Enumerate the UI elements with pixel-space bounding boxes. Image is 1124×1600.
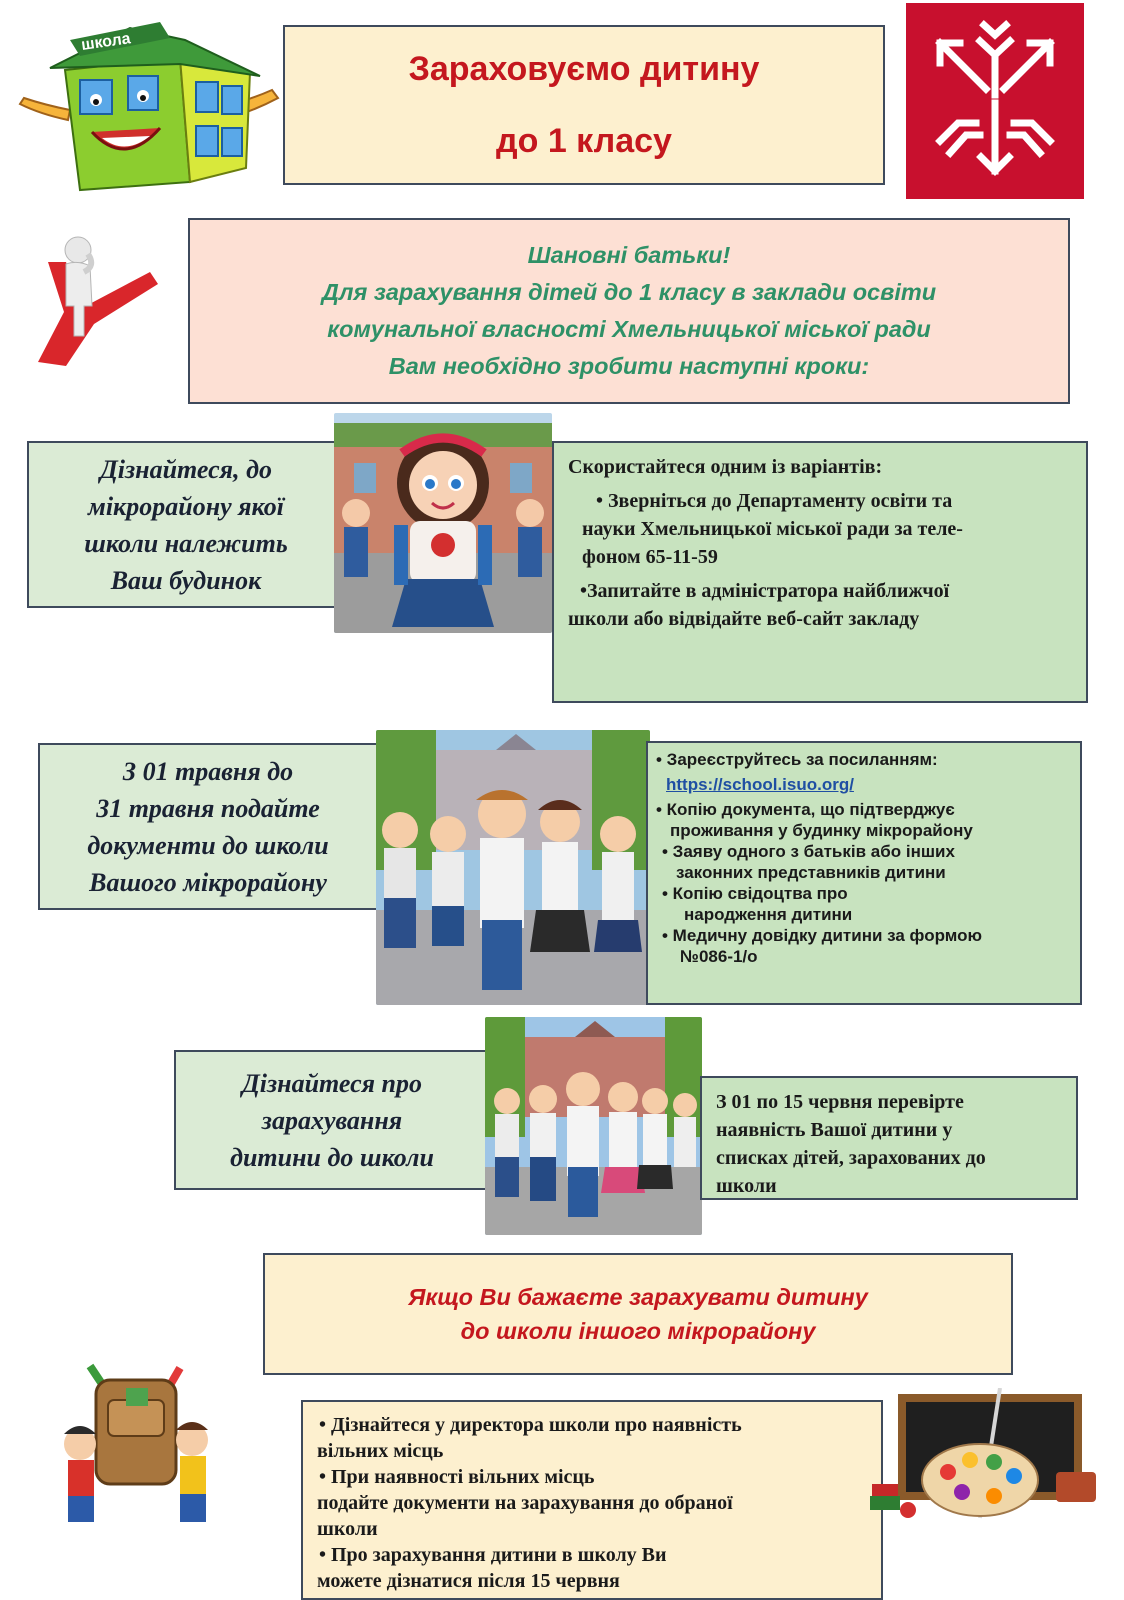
other-district-line: до школи іншого мікрорайону: [460, 1318, 816, 1344]
step2-text: • Заяву одного з батьків або інших: [662, 842, 955, 861]
step3-details-box: [700, 1076, 1078, 1200]
step3-text: З 01 по 15 червня перевірте: [716, 1091, 964, 1113]
step2-text: законних представників дитини: [676, 863, 946, 882]
intro-box: [188, 218, 1070, 404]
step3-title-line: дитини до школи: [230, 1142, 434, 1172]
step2-title-line: документи до школи: [87, 830, 329, 860]
title-box: [283, 25, 885, 185]
step3-text: наявність Вашої дитини у: [716, 1119, 953, 1141]
intro-greeting: Шановні батьки!: [527, 242, 731, 268]
page-title-line2: до 1 класу: [496, 122, 672, 160]
registration-link[interactable]: https://school.isuo.org/: [666, 775, 854, 794]
school-house-illustration: [10, 10, 285, 195]
step2-details-box: [646, 741, 1082, 1005]
page-title-line1: Зараховуємо дитину: [408, 50, 760, 88]
other-district-line: Якщо Ви бажаєте зарахувати дитину: [408, 1284, 868, 1310]
group-of-kids-illustration: [376, 730, 650, 1005]
step2-text: • Зареєструйтесь за посиланням:: [656, 750, 938, 769]
step2-title-line: Вашого мікрорайону: [89, 867, 327, 897]
step3-title-line: зарахування: [261, 1105, 403, 1135]
step2-text: • Медичну довідку дитини за формою: [662, 926, 982, 945]
bottom-text: можете дізнатися після 15 червня: [317, 1570, 620, 1592]
step1-bullet: •Запитайте в адміністратора найближчої: [580, 580, 950, 602]
intro-line: Вам необхідно зробити наступні кроки:: [388, 353, 870, 379]
chalkboard-and-palette-illustration: [870, 1388, 1104, 1528]
step2-title-line: З 01 травня до: [122, 756, 294, 786]
other-district-box: [263, 1253, 1013, 1375]
bottom-bullet: • При наявності вільних місць: [319, 1466, 595, 1488]
step1-title-line: школи належить: [84, 528, 288, 558]
emblem-arrows-icon: [906, 3, 1084, 199]
bottom-text: вільних місць: [317, 1440, 444, 1462]
step1-text: школи або відвідайте веб-сайт закладу: [568, 608, 920, 630]
kids-walking-to-school-illustration: [485, 1017, 702, 1235]
step3-title-line: Дізнайтеся про: [242, 1068, 422, 1098]
step1-title-line: мікрорайону якої: [88, 491, 284, 521]
step2-title-line: 31 травня подайте: [96, 793, 320, 823]
kids-carrying-backpack-illustration: [50, 1360, 220, 1535]
step2-title-box: [38, 743, 378, 910]
step1-text: фоном 65-11-59: [582, 546, 718, 568]
step1-bullet: • Зверніться до Департаменту освіти та: [596, 490, 953, 512]
step2-text: • Копію свідоцтва про: [662, 884, 848, 903]
city-emblem: [906, 3, 1084, 199]
step1-title-box: [27, 441, 345, 608]
step2-text: • Копію документа, що підтверджує: [656, 800, 955, 819]
step3-text: школи: [716, 1175, 777, 1197]
step3-title-box: [174, 1050, 490, 1190]
bottom-text: школи: [317, 1518, 378, 1540]
bottom-bullet: • Про зарахування дитини в школу Ви: [319, 1544, 667, 1566]
step1-title-line: Ваш будинок: [110, 565, 262, 595]
step1-details-box: [552, 441, 1088, 703]
intro-line: Для зарахування дітей до 1 класу в заклади освіти: [321, 279, 937, 305]
girl-with-backpack-illustration: [334, 413, 552, 633]
other-district-steps-box: [301, 1400, 883, 1600]
bottom-bullet: • Дізнайтеся у директора школи про наявність: [319, 1414, 742, 1436]
step1-title-line: Дізнайтеся, до: [100, 454, 272, 484]
step2-text: проживання у будинку мікрорайону: [670, 821, 973, 840]
step1-heading: Скористайтеся одним із варіантів:: [568, 456, 883, 478]
step1-text: науки Хмельницької міської ради за теле-: [582, 518, 963, 540]
step2-text: №086-1/о: [680, 947, 758, 966]
step2-text: народження дитини: [684, 905, 853, 924]
step3-text: списках дітей, зарахованих до: [716, 1147, 986, 1169]
intro-line: комунальної власності Хмельницької міської ради: [327, 316, 931, 342]
bottom-text: подайте документи на зарахування до обраної: [317, 1492, 733, 1514]
logo-school-word: школа: [80, 30, 132, 54]
thinking-figure-illustration: [30, 232, 180, 372]
